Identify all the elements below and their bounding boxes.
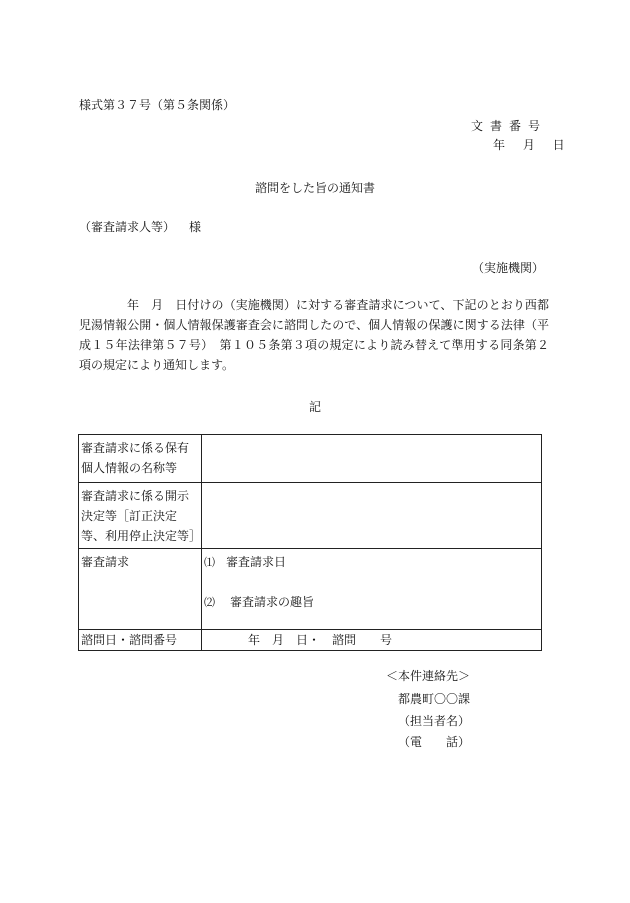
row-value-personal-info-name	[202, 435, 542, 483]
addressee-honorific: 様	[189, 220, 202, 234]
table-row	[79, 630, 542, 651]
row-value-disclosure-decision	[202, 483, 542, 549]
document-title: 諮問をした旨の通知書	[254, 181, 375, 195]
notice-body-text: 年 月 日付けの（実施機関）に対する審査請求について、下記のとおり西都児湯情報公開・個人情報保護審査会に諮問したので、個人情報の保護に関する法律（平成１５年法律第５７号） 第１０５条第３項の規定により読み替えて準用する同条第２項の規定により通知します。	[79, 298, 549, 372]
document-date: 年 月 日	[493, 138, 569, 152]
row-label-disclosure-decision: 審査請求に係る開示決定等［訂正決定等、利用停止決定等］	[79, 483, 202, 549]
item-number: ⑵	[204, 596, 215, 609]
addressee-name: （審査請求人等）	[79, 220, 176, 234]
document-number: 文書番号	[471, 119, 548, 133]
item-text: 審査請求の趣旨	[230, 595, 315, 609]
row-value-inquiry-date-number	[202, 630, 542, 651]
contact-heading: ＜本件連絡先＞	[386, 669, 471, 683]
item-text: 審査請求日	[226, 555, 287, 569]
row-value-review-request	[202, 549, 542, 630]
contact-phone: （電 話）	[398, 735, 471, 749]
contact-person: （担当者名）	[398, 714, 471, 728]
review-request-purpose-item	[204, 592, 539, 613]
detail-table	[78, 434, 542, 651]
item-number: ⑴	[204, 556, 215, 569]
row-label-personal-info-name: 審査請求に係る保有個人情報の名称等	[79, 435, 202, 483]
review-request-date-item	[204, 552, 539, 573]
table-row	[79, 435, 542, 483]
row-label-inquiry-date-number: 諮問日・諮問番号	[79, 630, 202, 651]
table-row	[79, 483, 542, 549]
contact-department: 都農町〇〇課	[398, 692, 471, 706]
ki-heading: 記	[308, 400, 321, 414]
row-label-review-request: 審査請求	[79, 549, 202, 630]
inquiry-date-number-blanks: 年 月 日・ 諮問 号	[248, 633, 393, 647]
issuing-agency: （実施機関）	[471, 261, 544, 275]
addressee	[79, 218, 201, 235]
table-row	[79, 549, 542, 630]
form-number: 様式第３７号（第５条関係）	[79, 98, 236, 112]
